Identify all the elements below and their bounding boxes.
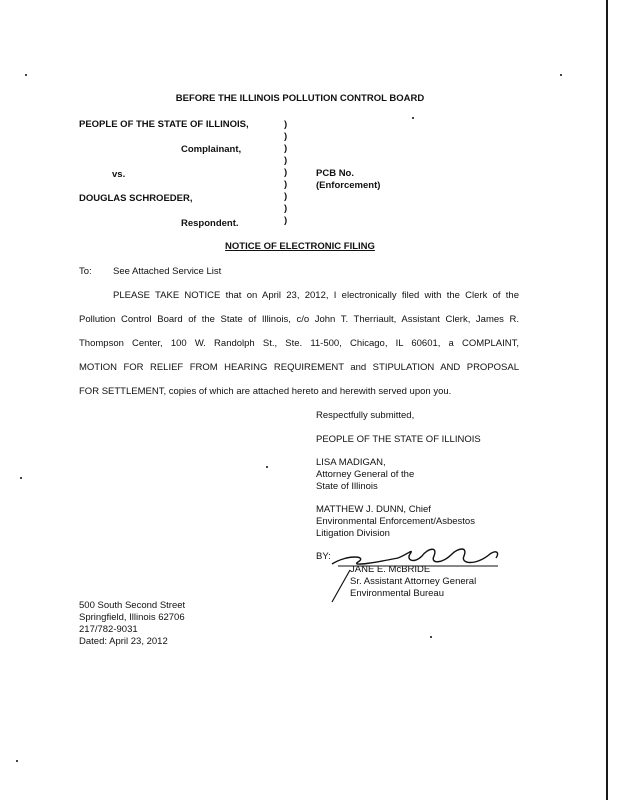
versus-label: vs. xyxy=(112,169,126,180)
address-street: 500 South Second Street xyxy=(79,600,186,611)
body-line: MOTION FOR RELIEF FROM HEARING REQUIREMENT and STIPULATION AND PROPOSAL xyxy=(79,362,519,373)
signer-title: Environmental Bureau xyxy=(350,588,444,599)
body-line: FOR SETTLEMENT, copies of which are attached hereto and herewith served upon you. xyxy=(79,386,452,397)
respondent-role: Respondent. xyxy=(181,218,239,229)
pcb-number-label: PCB No. xyxy=(316,168,354,179)
to-value: See Attached Service List xyxy=(113,266,222,277)
address-block xyxy=(79,600,185,648)
chief-title: Litigation Division xyxy=(316,528,390,539)
attorney-general-title: Attorney General of the xyxy=(316,469,415,480)
respectfully-submitted: Respectfully submitted, xyxy=(316,410,415,421)
complainant-party: PEOPLE OF THE STATE OF ILLINOIS, xyxy=(79,119,249,130)
attorney-general-block xyxy=(316,457,414,493)
chief-title: Environmental Enforcement/Asbestos xyxy=(316,516,475,527)
scan-speck xyxy=(430,636,432,638)
address-city: Springfield, Illinois 62706 xyxy=(79,612,185,623)
caption-brackets: ) ) ) ) ) ) ) ) ) xyxy=(284,119,288,226)
body-line: PLEASE TAKE NOTICE that on April 23, 2012, I electronically filed with the Clerk of the xyxy=(113,290,519,301)
respondent-party: DOUGLAS SCHROEDER, xyxy=(79,193,193,204)
body-line: Thompson Center, 100 W. Randolph St., Ste. 11-500, Chicago, IL 60601, a COMPLAINT, xyxy=(79,338,519,349)
attorney-general-title: State of Illinois xyxy=(316,481,378,492)
scan-speck xyxy=(25,74,27,76)
chief-block xyxy=(316,504,475,540)
scan-right-border xyxy=(606,0,608,800)
enforcement-label: (Enforcement) xyxy=(316,180,381,191)
scan-speck xyxy=(560,74,562,76)
notice-title: NOTICE OF ELECTRONIC FILING xyxy=(225,241,375,252)
scan-edge-marks xyxy=(0,0,618,20)
scan-speck xyxy=(266,466,268,468)
date-line: Dated: April 23, 2012 xyxy=(79,636,168,647)
to-label: To: xyxy=(79,266,92,277)
signer-title: Sr. Assistant Attorney General xyxy=(350,576,477,587)
scan-speck xyxy=(16,760,18,762)
by-label: BY: xyxy=(316,551,331,562)
body-line: Pollution Control Board of the State of Illinois, c/o John T. Therriault, Assistant Clerk, James R. xyxy=(79,314,519,325)
address-phone: 217/782-9031 xyxy=(79,624,138,635)
board-heading: BEFORE THE ILLINOIS POLLUTION CONTROL BOARD xyxy=(175,93,425,104)
attorney-general-name: LISA MADIGAN, xyxy=(316,457,386,468)
signer-name: JANE E. McBRIDE xyxy=(350,564,431,575)
complainant-role: Complainant, xyxy=(181,144,242,155)
scan-speck xyxy=(20,477,22,479)
scan-speck xyxy=(412,117,414,119)
people-line: PEOPLE OF THE STATE OF ILLINOIS xyxy=(316,434,481,445)
chief-name: MATTHEW J. DUNN, Chief xyxy=(316,504,431,515)
